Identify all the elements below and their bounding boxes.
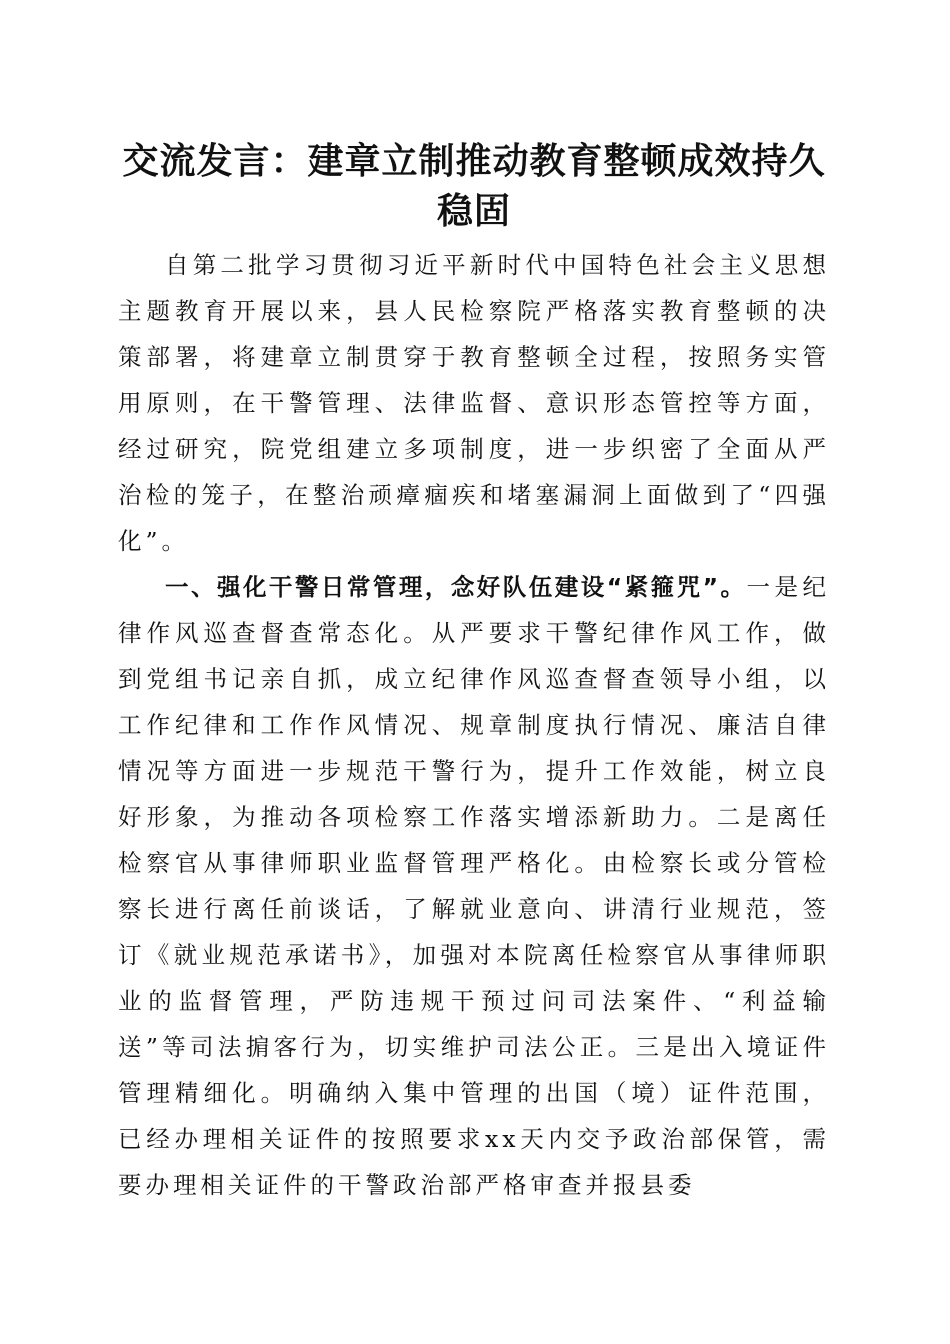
section-1-heading: 一、强化干警日常管理，念好队伍建设“紧箍咒”。 — [165, 573, 747, 601]
intro-paragraph: 自第二批学习贯彻习近平新时代中国特色社会主义思想主题教育开展以来，县人民检察院严格落实教育整顿的决策部署，将建章立制贯穿于教育整顿全过程，按照务实管用原则，在干警管理、法律监督、意识形态管控等方面，经过研究，院党组建立多项制度，进一步织密了全面从严治检的笼子，在整治顽瘴痼疾和堵塞漏洞上面做到了“四强化”。 — [118, 251, 830, 555]
section-1-paragraph — [118, 564, 830, 1208]
section-1-text: 一是纪律作风巡查督查常态化。从严要求干警纪律作风工作，做到党组书记亲自抓，成立纪律作风巡查督查领导小组，以工作纪律和工作作风情况、规章制度执行情况、廉洁自律情况等方面进一步规范干警行为，提升工作效能，树立良好形象，为推动各项检察工作落实增添新助力。二是离任检察官从事律师职业监督管理严格化。由检察长或分管检察长进行离任前谈话，了解就业意向、讲清行业规范，签订《就业规范承诺书》，加强对本院离任检察官从事律师职业的监督管理，严防违规干预过问司法案件、“利益输送”等司法掮客行为，切实维护司法公正。三是出入境证件管理精细化。明确纳入集中管理的出国（境）证件范围，已经办理相关证件的按照要求xx天内交予政治部保管，需要办理相关证件的干警政治部严格审查并报县委 — [118, 573, 830, 1199]
document-body — [118, 242, 830, 1208]
document-title: 交流发言：建章立制推动教育整顿成效持久稳固 — [122, 140, 826, 232]
